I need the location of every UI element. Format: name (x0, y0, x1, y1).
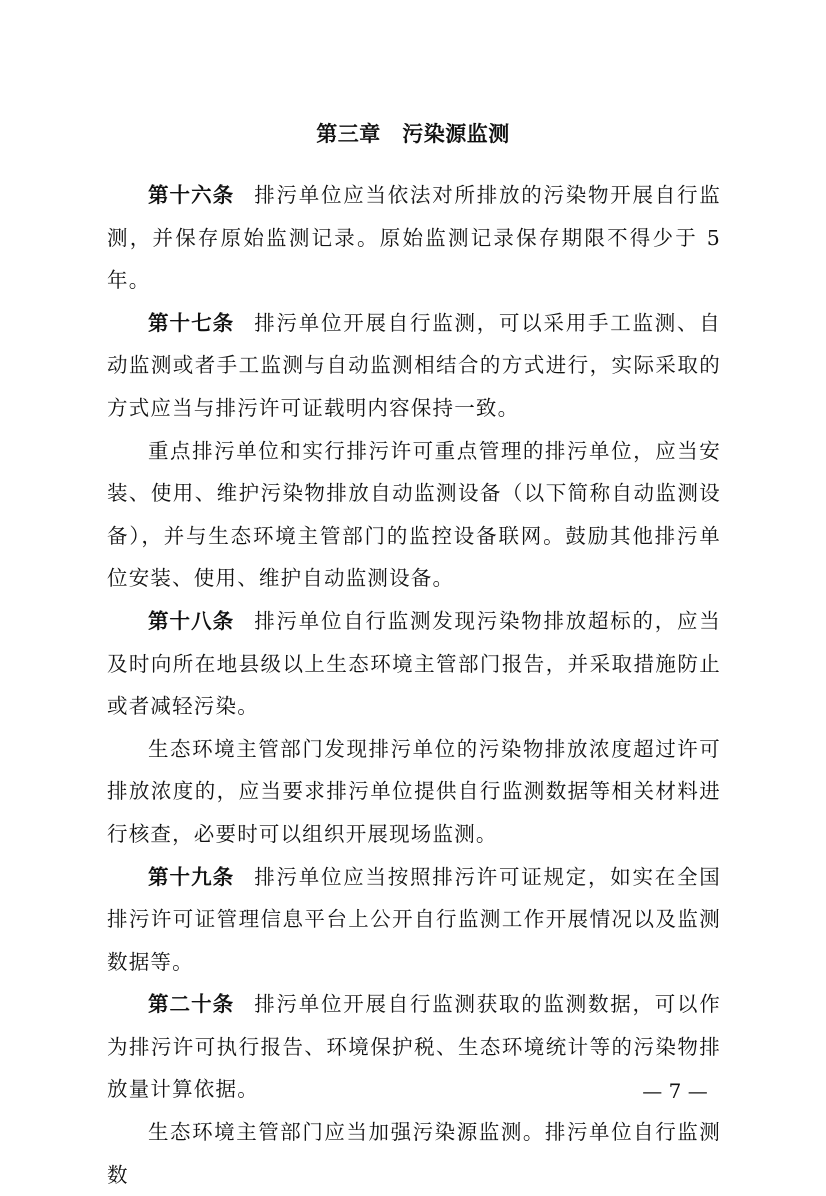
paragraph (107, 174, 721, 302)
paragraph-text: 排污单位开展自行监测获取的监测数据，可以作为排污许可执行报告、环境保护税、生态环境统计等的污染物排放量计算依据。 (107, 992, 721, 1102)
article-number: 第十九条 (148, 864, 235, 889)
paragraph-text: 生态环境主管部门应当加强污染源监测。排污单位自行监测数 (107, 1120, 721, 1187)
paragraph (107, 1111, 721, 1196)
article-number: 第十七条 (148, 310, 235, 335)
paragraph (107, 600, 721, 728)
paragraph-text: 排污单位应当依法对所排放的污染物开展自行监测，并保存原始监测记录。原始监测记录保存期限不得少于 5 年。 (107, 183, 721, 293)
paragraph (107, 430, 721, 600)
paragraph-text: 排污单位自行监测发现污染物排放超标的，应当及时向所在地县级以上生态环境主管部门报告，并采取措施防止或者减轻污染。 (107, 608, 721, 719)
paragraph (107, 856, 721, 984)
page-number: — 7 — (642, 1079, 708, 1103)
article-number: 第十八条 (148, 608, 235, 633)
article-number: 第十六条 (148, 183, 235, 207)
paragraph-text: 重点排污单位和实行排污许可重点管理的排污单位，应当安装、使用、维护污染物排放自动监测设备（以下简称自动监测设备），并与生态环境主管部门的监控设备联网。鼓励其他排污单位安装、使用、维护自动监测设备。 (107, 438, 721, 591)
article-number: 第二十条 (148, 992, 235, 1017)
document-body (107, 174, 721, 1196)
paragraph (107, 302, 721, 430)
paragraph (107, 728, 721, 856)
paragraph-text: 生态环境主管部门发现排污单位的污染物排放浓度超过许可排放浓度的，应当要求排污单位提供自行监测数据等相关材料进行核查，必要时可以组织开展现场监测。 (107, 736, 721, 846)
paragraph-text: 排污单位开展自行监测，可以采用手工监测、自动监测或者手工监测与自动监测相结合的方式进行，实际采取的方式应当与排污许可证载明内容保持一致。 (107, 310, 721, 420)
chapter-title: 第三章 污染源监测 (316, 122, 510, 146)
paragraph-text: 排污单位应当按照排污许可证规定，如实在全国排污许可证管理信息平台上公开自行监测工作开展情况以及监测数据等。 (107, 864, 721, 974)
